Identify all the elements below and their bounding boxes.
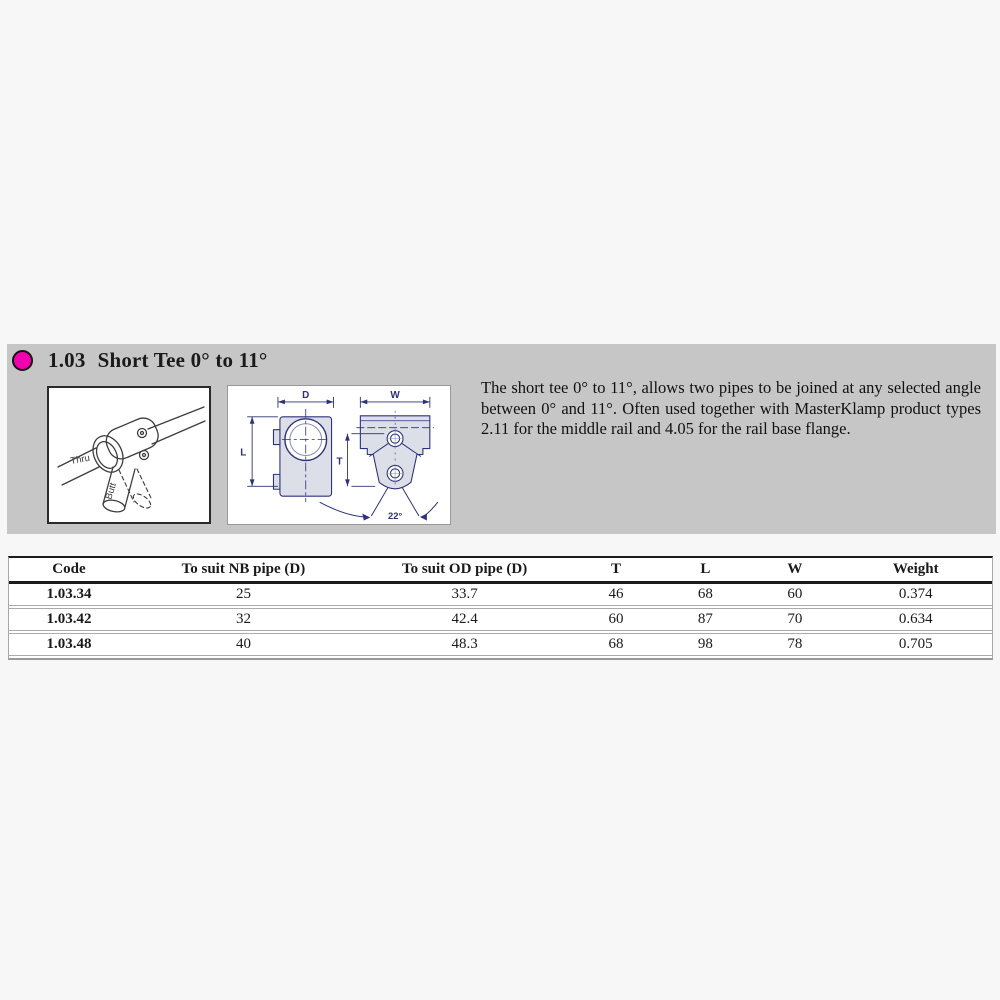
table-cell: 42.4 — [451, 611, 478, 627]
table-cell: 1.03.42 — [46, 611, 92, 627]
table-row — [9, 608, 992, 631]
table-cell: 60 — [608, 611, 624, 627]
table-header-cell: W — [787, 561, 803, 577]
swivel-angle-label: 22° — [387, 510, 403, 522]
table-row — [9, 633, 992, 656]
table-cell: 25 — [235, 586, 251, 602]
table-cell: 68 — [608, 636, 624, 652]
section-title-row — [12, 348, 268, 373]
section-bullet-icon — [12, 350, 33, 371]
table-cell: 48.3 — [451, 636, 478, 652]
table-cell: 98 — [697, 636, 713, 652]
table-cell: 68 — [697, 586, 713, 602]
figure-perspective — [47, 386, 211, 524]
product-code: 1.03 — [48, 348, 86, 372]
product-description: The short tee 0° to 11°, allows two pipes to be joined at any selected angle between 0° and 11°. Often used together with MasterKlamp product types 2.11 for the middle rail and 4.05 for the rail base flange. — [481, 378, 981, 439]
product-section-band — [7, 344, 996, 534]
table-cell: 1.03.34 — [46, 586, 92, 602]
table-cell: 70 — [787, 611, 803, 627]
table-cell: 32 — [235, 611, 251, 627]
butt-pipe-label: Butt — [103, 481, 120, 501]
product-title: Short Tee 0° to 11° — [97, 348, 268, 372]
table-cell: 33.7 — [451, 586, 478, 602]
table-header-cell: To suit OD pipe (D) — [401, 561, 528, 577]
table-cell: 0.374 — [898, 586, 933, 602]
table-header-cell: Weight — [892, 561, 939, 577]
spec-table — [8, 556, 993, 660]
table-header-cell: T — [610, 561, 621, 577]
dim-d-label: D — [302, 389, 310, 401]
dim-t-label: T — [336, 456, 343, 468]
table-row — [9, 584, 992, 606]
table-cell: 1.03.48 — [46, 636, 92, 652]
table-header-row — [9, 558, 992, 584]
thru-pipe-label: Thru — [69, 452, 91, 467]
table-cell: 0.634 — [898, 611, 933, 627]
table-cell: 46 — [608, 586, 624, 602]
dim-w-label: W — [390, 389, 400, 401]
table-cell: 87 — [697, 611, 713, 627]
table-header-cell: Code — [52, 561, 86, 577]
table-cell: 40 — [235, 636, 251, 652]
perspective-drawing — [49, 388, 209, 522]
page-title — [48, 348, 268, 373]
table-cell: 78 — [787, 636, 803, 652]
dimensioned-drawing — [228, 386, 450, 524]
table-header-cell: L — [700, 561, 711, 577]
figure-dimensioned — [227, 385, 451, 525]
table-cell: 0.705 — [898, 636, 933, 652]
dim-l-label: L — [240, 447, 247, 459]
table-cell: 60 — [787, 586, 803, 602]
table-header-cell: To suit NB pipe (D) — [181, 561, 306, 577]
